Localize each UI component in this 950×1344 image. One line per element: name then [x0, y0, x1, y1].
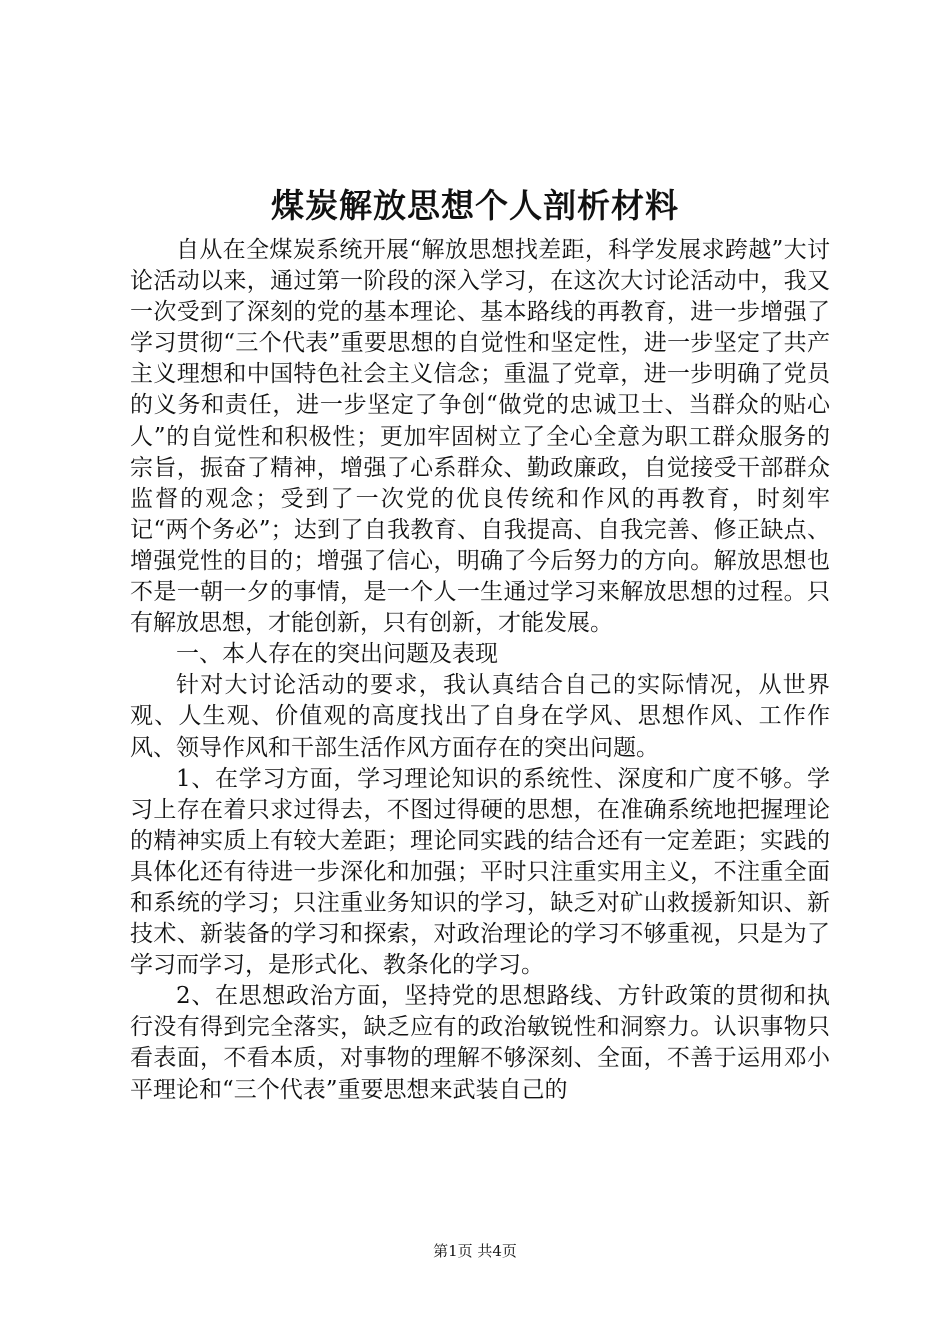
document-title: 煤炭解放思想个人剖析材料 — [271, 186, 679, 225]
section-paragraph: 针对大讨论活动的要求，我认真结合自己的实际情况，从世界观、人生观、价值观的高度找出了自身在学风、思想作风、工作作风、领导作风和干部生活作风方面存在的突出问题。 — [130, 672, 830, 761]
section-heading: 一、本人存在的突出问题及表现 — [176, 641, 498, 668]
item-paragraph-study: 1、在学习方面，学习理论知识的系统性、深度和广度不够。学习上存在着只求过得去，不图过得硬的思想，在准确系统地把握理论的精神实质上有较大差距；理论同实践的结合还有一定差距；实践的具体化还有待进一步深化和加强；平时只注重实用主义，不注重全面和系统的学习；只注重业务知识的学习，缺乏对矿山救援新知识、新技术、新装备的学习和探索，对政治理论的学习不够重视，只是为了学习而学习，是形式化、教条化的学习。 — [130, 765, 830, 979]
intro-paragraph: 自从在全煤炭系统开展“解放思想找差距，科学发展求跨越”大讨论活动以来，通过第一阶段的深入学习，在这次大讨论活动中，我又一次受到了深刻的党的基本理论、基本路线的再教育，进一步增强了学习贯彻“三个代表”重要思想的自觉性和坚定性，进一步坚定了共产主义理想和中国特色社会主义信念；重温了党章，进一步明确了党员的义务和责任，进一步坚定了争创“做党的忠诚卫士、当群众的贴心人”的自觉性和积极性；更加牢固树立了全心全意为职工群众服务的宗旨，振奋了精神，增强了心系群众、勤政廉政，自觉接受干部群众监督的观念；受到了一次党的优良传统和作风的再教育，时刻牢记“两个务必”；达到了自我教育、自我提高、自我完善、修正缺点、增强党性的目的；增强了信心，明确了今后努力的方向。解放思想也不是一朝一夕的事情，是一个人一生通过学习来解放思想的过程。只有解放思想，才能创新，只有创新，才能发展。 — [130, 237, 830, 637]
page-number-footer: 第1页 共4页 — [433, 1242, 517, 1260]
document-body — [130, 235, 830, 1106]
item-paragraph-politics: 2、在思想政治方面，坚持党的思想路线、方针政策的贯彻和执行没有得到完全落实，缺乏应有的政治敏锐性和洞察力。认识事物只看表面，不看本质，对事物的理解不够深刻、全面，不善于运用邓小平理论和“三个代表”重要思想来武装自己的 — [130, 983, 830, 1103]
